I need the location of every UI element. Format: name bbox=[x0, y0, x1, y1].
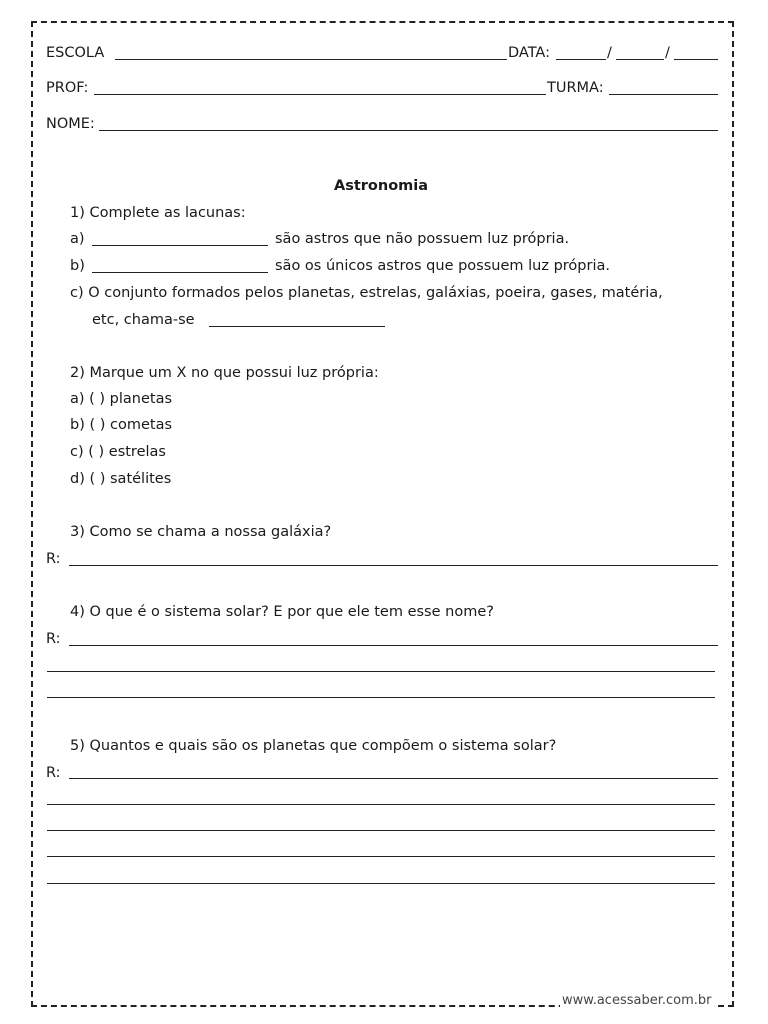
data-label: DATA: bbox=[508, 45, 550, 61]
q4-answer-line[interactable] bbox=[47, 671, 715, 672]
q3-prompt: 3) Como se chama a nossa galáxia? bbox=[70, 524, 332, 540]
date-separator: / bbox=[607, 45, 612, 61]
prof-field[interactable] bbox=[94, 94, 546, 95]
q4-answer-line[interactable] bbox=[47, 697, 715, 698]
q2-option[interactable]: c) ( ) estrelas bbox=[70, 444, 166, 460]
q2-option[interactable]: a) ( ) planetas bbox=[70, 391, 173, 407]
q5-answer-line[interactable] bbox=[47, 856, 715, 857]
q5-answer-line[interactable] bbox=[47, 883, 715, 884]
date-separator: / bbox=[665, 45, 670, 61]
q1-c-line1: c) O conjunto formados pelos planetas, estrelas, galáxias, poeira, gases, matéria, bbox=[70, 285, 663, 301]
escola-field[interactable] bbox=[115, 59, 507, 60]
worksheet-frame bbox=[31, 21, 734, 1007]
q1-c-line2: etc, chama-se bbox=[92, 312, 195, 328]
nome-label: NOME: bbox=[46, 116, 95, 132]
q1-b-text: são os únicos astros que possuem luz própria. bbox=[275, 258, 610, 274]
prof-label: PROF: bbox=[46, 80, 89, 96]
q3-answer-line[interactable] bbox=[69, 565, 718, 566]
q2-option[interactable]: d) ( ) satélites bbox=[70, 471, 172, 487]
date-day-field[interactable] bbox=[556, 59, 606, 60]
q2-option[interactable]: b) ( ) cometas bbox=[70, 417, 173, 433]
q1-b-prefix: b) bbox=[70, 258, 85, 274]
q5-prompt: 5) Quantos e quais são os planetas que compõem o sistema solar? bbox=[70, 738, 557, 754]
q5-answer-line[interactable] bbox=[47, 830, 715, 831]
q5-answer-line[interactable] bbox=[47, 804, 715, 805]
q1-c-blank[interactable] bbox=[209, 326, 385, 327]
turma-label: TURMA: bbox=[547, 80, 604, 96]
date-month-field[interactable] bbox=[616, 59, 664, 60]
q4-answer-line[interactable] bbox=[69, 645, 718, 646]
q2-prompt: 2) Marque um X no que possui luz própria: bbox=[70, 365, 379, 381]
q4-prompt: 4) O que é o sistema solar? E por que ele tem esse nome? bbox=[70, 604, 494, 620]
q1-b-blank[interactable] bbox=[92, 272, 268, 273]
escola-label: ESCOLA bbox=[46, 45, 105, 61]
q4-answer-label: R: bbox=[46, 631, 61, 647]
q1-a-text: são astros que não possuem luz própria. bbox=[275, 231, 570, 247]
q1-prompt: 1) Complete as lacunas: bbox=[70, 205, 246, 221]
footer-website: www.acessaber.com.br bbox=[562, 993, 712, 1008]
turma-field[interactable] bbox=[609, 94, 718, 95]
date-year-field[interactable] bbox=[674, 59, 718, 60]
nome-field[interactable] bbox=[99, 130, 718, 131]
q3-answer-label: R: bbox=[46, 551, 61, 567]
q5-answer-line[interactable] bbox=[69, 778, 718, 779]
q1-a-prefix: a) bbox=[70, 231, 85, 247]
q1-a-blank[interactable] bbox=[92, 245, 268, 246]
q5-answer-label: R: bbox=[46, 765, 61, 781]
page-title: Astronomia bbox=[334, 178, 429, 194]
